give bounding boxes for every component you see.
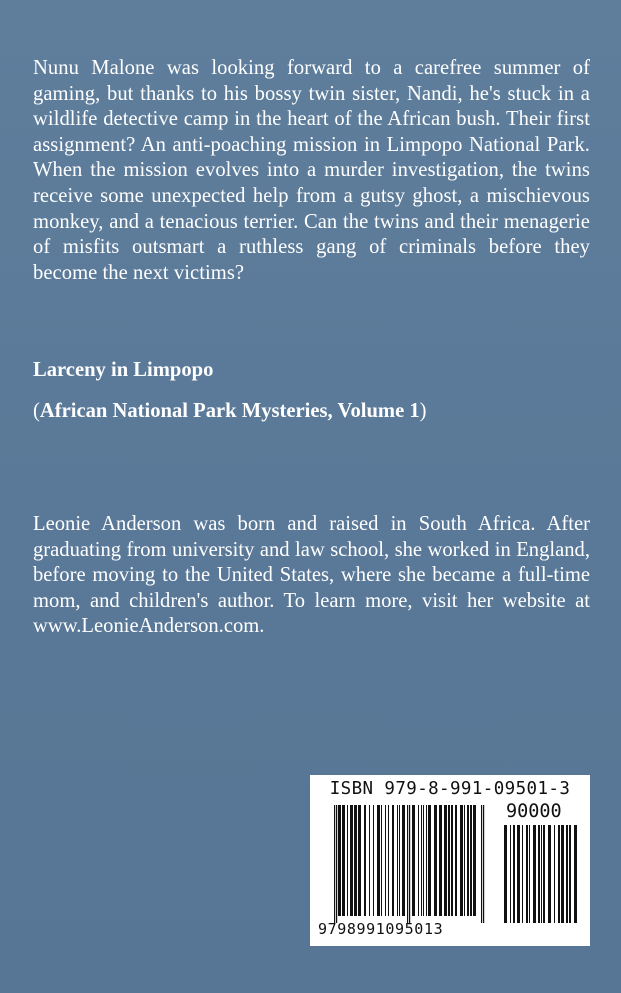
barcode-bar (399, 805, 400, 916)
barcode-bar (364, 805, 366, 916)
barcode-bar (397, 805, 398, 916)
barcode-bar (467, 805, 469, 916)
barcode-bar (470, 805, 472, 916)
barcode-bar (504, 825, 507, 923)
barcode-bar (543, 825, 545, 923)
barcode-bar (522, 825, 523, 923)
barcode-bar (338, 805, 341, 916)
barcode-bar (385, 805, 386, 916)
barcode-guard-bar (409, 805, 410, 923)
book-blurb: Nunu Malone was looking forward to a carefree summer of gaming, but thanks to his bossy twin sister, Nandi, he's stuck in a wildlife detective camp in the heart of the African bush. Their first assignment? An anti-poaching mission in Limpopo National Park. When the mission evolves into a murder investigation, the twins receive some unexpected help from a gutsy ghost, a mischievous monkey, and a tenacious terrier. Can the twins and their menagerie of misfits outsmart a ruthless gang of criminals before they become the next victims? (33, 57, 590, 284)
barcode-bar (538, 825, 540, 923)
barcode-bar (392, 805, 394, 916)
barcode-bar (358, 805, 361, 916)
author-bio: Leonie Anderson was born and raised in South Africa. After graduating from university and law school, she worked in England, before moving to the United States, where she became a full-time mom, and children's author. To learn more, visit her website at www.LeonieAnderson.com. (33, 513, 590, 638)
barcode-bar (517, 825, 520, 923)
isbn-barcode (310, 775, 590, 946)
barcode-bar (354, 805, 357, 916)
barcode-bar (421, 805, 422, 916)
barcode-bar (554, 825, 555, 923)
barcode-bar (561, 825, 564, 923)
isbn-label: ISBN 979-8-991-09501-3 (329, 779, 571, 799)
barcode-bar (548, 825, 551, 923)
barcode-bar (448, 805, 450, 916)
barcode-bar (451, 805, 453, 916)
barcode-bar (426, 805, 427, 916)
series-open-paren: ( (33, 400, 40, 422)
barcode-bar (526, 825, 528, 923)
barcode-bar (574, 825, 577, 923)
barcode-bar (444, 805, 447, 916)
barcode-bar (347, 805, 348, 916)
series-name: African National Park Mysteries, Volume 1 (39, 400, 420, 422)
barcode-bar (342, 805, 345, 916)
barcode-bar (434, 805, 437, 916)
barcode-bar (369, 805, 370, 916)
barcode-bar (460, 805, 463, 916)
barcode-bar (533, 825, 536, 923)
barcode-bar (513, 825, 515, 923)
barcode-bar (388, 805, 389, 916)
barcode-bar (373, 805, 374, 916)
barcode-bar (473, 805, 476, 916)
barcode-bar (350, 805, 353, 916)
barcode-bar (428, 805, 431, 916)
series-line (33, 398, 427, 424)
barcode-bar (381, 805, 382, 916)
barcode-guard-bar (481, 805, 482, 923)
barcode-addon-digits: 90000 (506, 801, 562, 822)
barcode-bar (541, 825, 542, 923)
book-title: Larceny in Limpopo (33, 359, 214, 381)
barcode-guard-bar (483, 805, 484, 923)
barcode-bar (510, 825, 511, 923)
barcode-ean-digits: 9798991095013 (318, 920, 444, 938)
barcode-guard-bar (336, 805, 337, 923)
barcode-bar (455, 805, 457, 916)
barcode-guard-bar (407, 805, 408, 923)
barcode-bar (423, 805, 424, 916)
barcode-bar (402, 805, 405, 916)
barcode-bar (377, 805, 380, 916)
barcode-bar (418, 805, 419, 916)
barcode-bar (558, 825, 560, 923)
barcode-bar (412, 805, 415, 916)
barcode-bar (529, 825, 530, 923)
barcode-guard-bar (334, 805, 335, 923)
barcode-bar (569, 825, 571, 923)
barcode-bar (439, 805, 442, 916)
barcode-bar (566, 825, 568, 923)
series-close-paren: ) (419, 400, 427, 422)
barcode-bar (464, 805, 465, 916)
